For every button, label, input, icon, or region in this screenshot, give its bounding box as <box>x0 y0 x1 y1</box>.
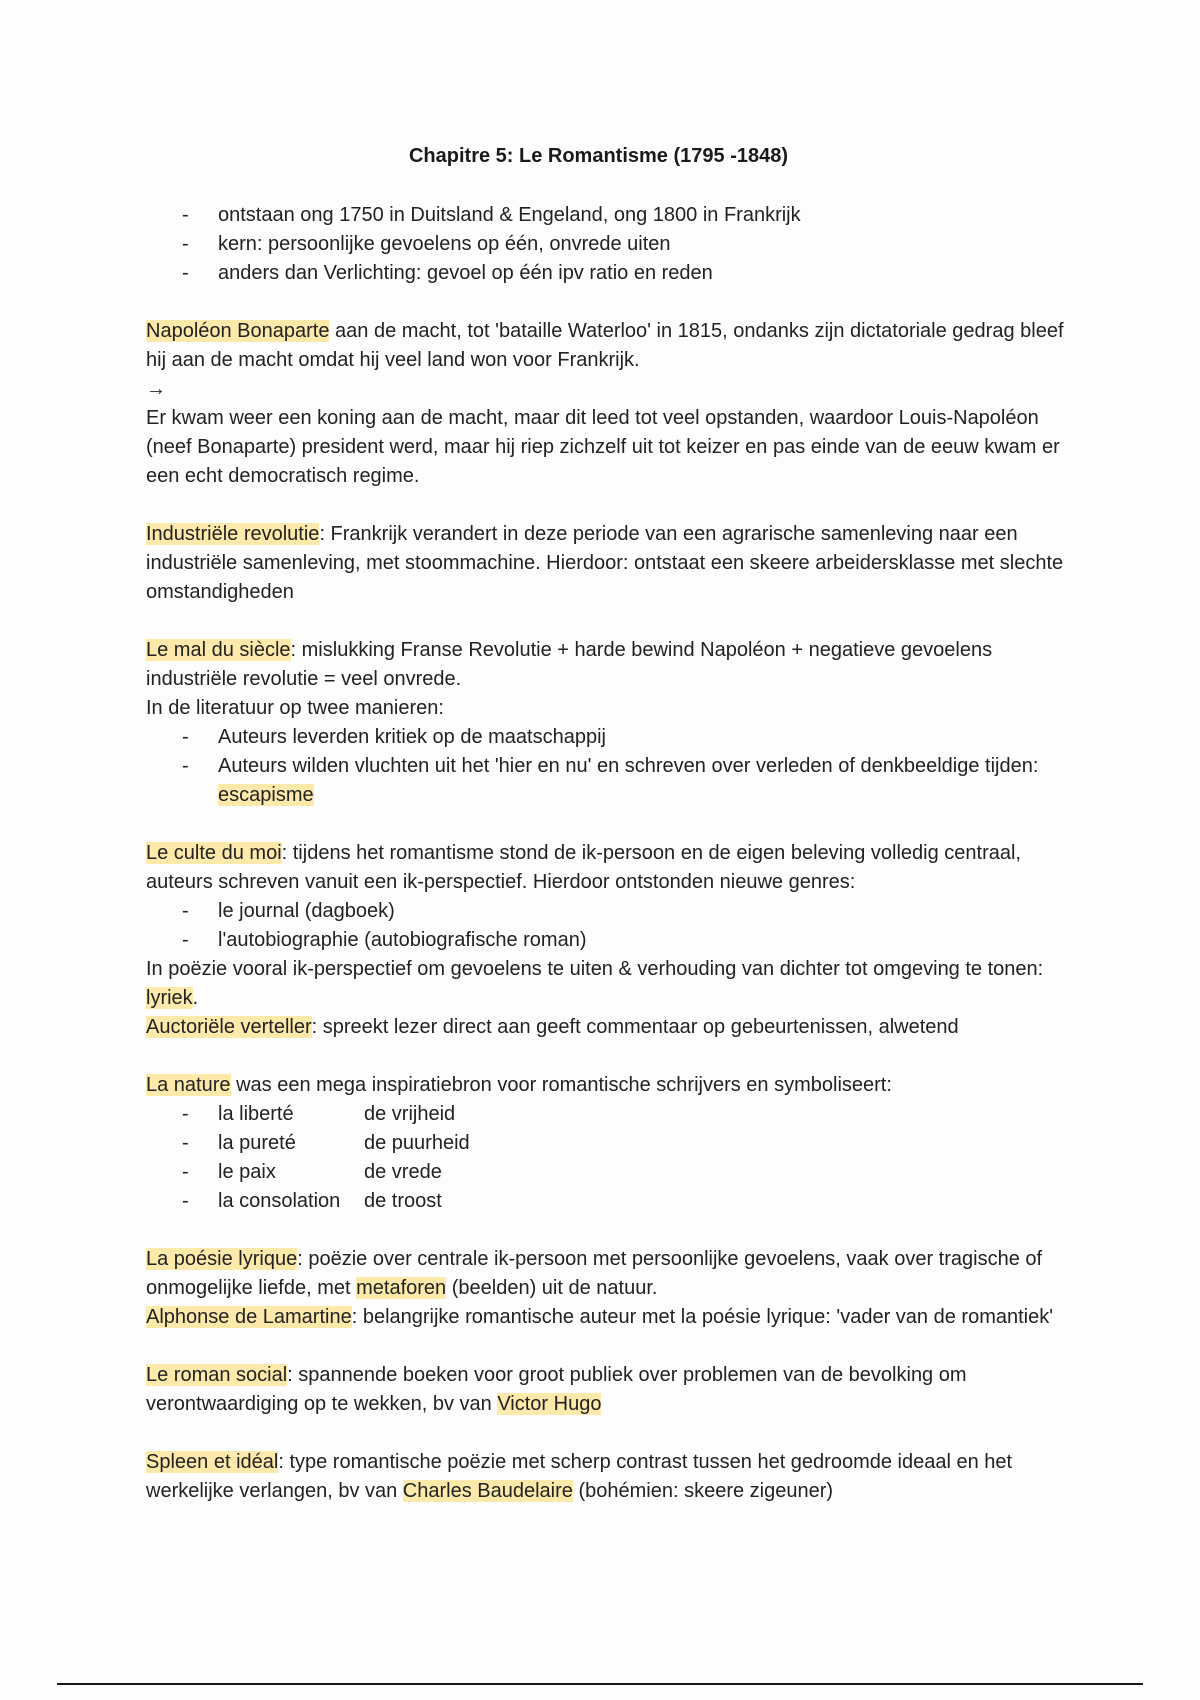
dutch-term: de vrijheid <box>364 1103 456 1125</box>
paragraph-text: : Frankrijk verandert in deze periode van een agrarische samenleving naar een industriële samenleving, met stoommachine. Hierdoor: ontstaat een skeere arbeidersklasse met slechte omstandigheden <box>146 523 1064 603</box>
paragraph-text: In de literatuur op twee manieren: <box>146 697 444 719</box>
page-title: Chapitre 5: Le Romantisme (1795 -1848) <box>408 145 789 167</box>
paragraph-text: : tijdens het romantisme stond de ik-persoon en de eigen beleving volledig centraal, auteurs schreven vanuit een ik-perspectief. Hierdoor ontstonden nieuwe genres: <box>146 842 1021 893</box>
poesie-paragraph <box>146 1245 1076 1303</box>
roman-paragraph <box>146 1361 1076 1419</box>
napoleon-paragraph <box>146 317 1076 375</box>
paragraph-text: : spannende boeken voor groot publiek over problemen van de bevolking om verontwaardiging op te wekken, bv van <box>146 1364 967 1415</box>
highlight-term: La poésie lyrique <box>146 1248 298 1270</box>
list-item-text: Auteurs wilden vluchten uit het 'hier en nu' en schreven over verleden of denkbeeldige tijden: <box>218 755 1039 777</box>
lamartine-paragraph <box>146 1303 1076 1332</box>
list-item <box>146 1129 1076 1158</box>
paragraph-text: : belangrijke romantische auteur met la poésie lyrique: 'vader van de romantiek' <box>351 1306 1054 1328</box>
list-item: - kern: persoonlijke gevoelens op één, onvrede uiten <box>146 230 1076 259</box>
highlight-term: Le mal du siècle <box>146 639 291 661</box>
highlight-term: Le culte du moi <box>146 842 282 864</box>
paragraph-text: Er kwam weer een koning aan de macht, maar dit leed tot veel opstanden, waardoor Louis-Napoléon (neef Bonaparte) president werd, maar hij riep zichzelf uit tot keizer en pas einde van de eeuw kwam er een echt democratisch regime. <box>146 407 1060 487</box>
highlight-term: lyriek <box>146 987 193 1009</box>
paragraph-text: (bohémien: skeere zigeuner) <box>572 1480 834 1502</box>
industrie-paragraph <box>146 520 1076 607</box>
highlight-term: escapisme <box>218 784 314 806</box>
highlight-term: Napoléon Bonaparte <box>146 320 330 342</box>
poezie-paragraph <box>146 955 1076 1013</box>
french-term: la liberté <box>218 1103 294 1125</box>
spleen-paragraph <box>146 1448 1076 1506</box>
paragraph-text: : poëzie over centrale ik-persoon met persoonlijke gevoelens, vaak over tragische of onmogelijke liefde, met <box>146 1248 1043 1299</box>
highlight-term: La nature <box>146 1074 231 1096</box>
highlight-term: Auctoriële verteller <box>146 1016 312 1038</box>
paragraph-text: (beelden) uit de natuur. <box>446 1277 658 1299</box>
highlight-term: Industriële revolutie <box>146 523 320 545</box>
arrow-line: → <box>146 378 166 400</box>
nature-list <box>146 1100 1076 1216</box>
list-item <box>146 1187 1076 1216</box>
document-body <box>146 201 1076 1506</box>
list-item: - ontstaan ong 1750 in Duitsland & Engeland, ong 1800 in Frankrijk <box>146 201 1076 230</box>
highlight-term: Spleen et idéal <box>146 1451 279 1473</box>
highlight-term: metaforen <box>356 1277 447 1299</box>
mal-paragraph <box>146 636 1076 694</box>
nature-paragraph <box>146 1071 1076 1100</box>
highlight-term: Victor Hugo <box>497 1393 602 1415</box>
highlight-term: Alphonse de Lamartine <box>146 1306 352 1328</box>
highlight-term: Le roman social <box>146 1364 288 1386</box>
intro-list <box>146 201 1076 288</box>
paragraph-text: . <box>192 987 199 1009</box>
list-item: - l'autobiographie (autobiografische roman) <box>146 926 1076 955</box>
list-item: - le journal (dagboek) <box>146 897 1076 926</box>
paragraph-text: In poëzie vooral ik-perspectief om gevoelens te uiten & verhouding van dichter tot omgeving te tonen: <box>146 958 1044 980</box>
french-term: le paix <box>218 1161 276 1183</box>
list-item <box>146 752 1076 810</box>
paragraph-text: : spreekt lezer direct aan geeft commentaar op gebeurtenissen, alwetend <box>311 1016 959 1038</box>
highlight-term: Charles Baudelaire <box>402 1480 573 1502</box>
paragraph-text: was een mega inspiratiebron voor romantische schrijvers en symboliseert: <box>230 1074 892 1096</box>
paragraph-text: : type romantische poëzie met scherp contrast tussen het gedroomde ideaal en het werkelijke verlangen, bv van <box>146 1451 1013 1502</box>
genre-list <box>146 897 1076 955</box>
french-term: la pureté <box>218 1132 296 1154</box>
culte-paragraph <box>146 839 1076 897</box>
list-item <box>146 1100 1076 1129</box>
footer-divider <box>57 1683 1143 1685</box>
list-item: - Auteurs leverden kritiek op de maatschappij <box>146 723 1076 752</box>
mal-list <box>146 723 1076 810</box>
paragraph-text: aan de macht, tot 'bataille Waterloo' in 1815, ondanks zijn dictatoriale gedrag bleef hij aan de macht omdat hij veel land won voor Frankrijk. <box>146 320 1064 371</box>
dutch-term: de puurheid <box>364 1132 470 1154</box>
dutch-term: de vrede <box>364 1161 442 1183</box>
list-item: - anders dan Verlichting: gevoel op één ipv ratio en reden <box>146 259 1076 288</box>
french-term: la consolation <box>218 1190 341 1212</box>
verteller-paragraph <box>146 1013 1076 1042</box>
list-item <box>146 1158 1076 1187</box>
dutch-term: de troost <box>364 1190 442 1212</box>
paragraph-text: : mislukking Franse Revolutie + harde bewind Napoléon + negatieve gevoelens industriële revolutie = veel onvrede. <box>146 639 993 690</box>
